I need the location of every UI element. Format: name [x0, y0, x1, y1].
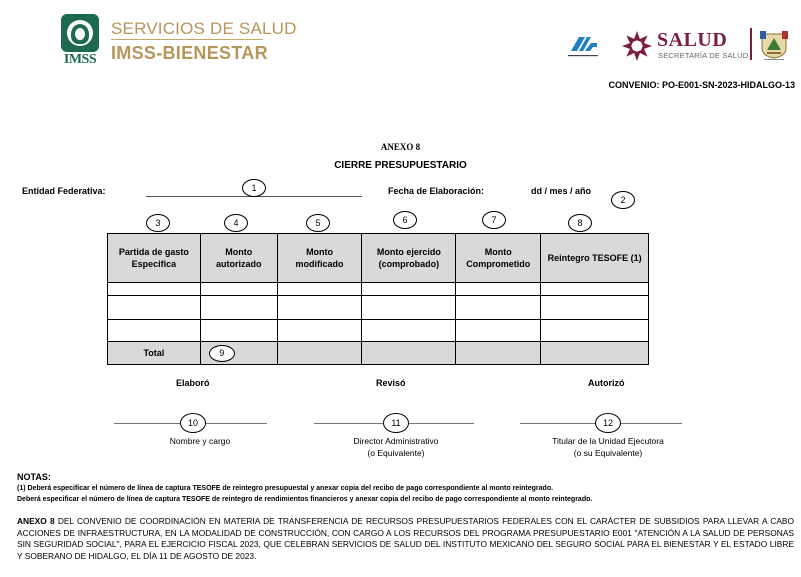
anexo-paragraph-lead: ANEXO 8	[17, 516, 55, 526]
note-1: (1) Deberá especificar el número de línea de captura TESOFE de reintegro presupuestal y anexar copia del recibo de pago correspondiente al monto reintegrado.	[17, 485, 554, 492]
imss-emblem-icon	[61, 14, 99, 52]
total-label: Total	[108, 342, 201, 365]
brand-divider	[111, 39, 263, 40]
table-cell[interactable]	[277, 296, 362, 320]
caption-line: Director Administrativo	[353, 436, 439, 446]
signature-caption-reviso	[326, 435, 466, 459]
total-monto-modificado[interactable]	[277, 342, 362, 365]
col-header-monto-ejercido: Monto ejercido (comprobado)	[362, 234, 456, 283]
hidalgo-coat-of-arms-icon	[758, 28, 790, 62]
total-reintegro-tesofe[interactable]	[541, 342, 649, 365]
marker-9: 9	[209, 345, 235, 362]
signature-caption-elaboro	[130, 435, 270, 447]
note-2: Deberá especificar el número de línea de captura TESOFE de reintegro de rendimientos financieros y anexar copia del recibo de pago correspondiente al monto reintegrado.	[17, 496, 593, 503]
marker-12: 12	[595, 413, 621, 433]
total-monto-comprometido[interactable]	[456, 342, 541, 365]
notes-heading: NOTAS:	[17, 472, 51, 482]
table-cell[interactable]	[200, 320, 277, 342]
table-row	[108, 296, 649, 320]
caption-line: (o Equivalente)	[367, 448, 425, 458]
marker-2: 2	[611, 191, 635, 209]
fecha-elaboracion-label: Fecha de Elaboración:	[388, 186, 485, 196]
table-cell[interactable]	[200, 283, 277, 296]
table-cell[interactable]	[541, 320, 649, 342]
table-cell[interactable]	[362, 283, 456, 296]
table-cell[interactable]	[541, 296, 649, 320]
table-cell[interactable]	[108, 283, 201, 296]
marker-6: 6	[393, 211, 417, 229]
entidad-federativa-label: Entidad Federativa:	[22, 186, 106, 196]
salud-star-icon	[621, 30, 653, 62]
signature-heading-reviso: Revisó	[376, 378, 406, 388]
total-monto-ejercido[interactable]	[362, 342, 456, 365]
servicios-salud-hidalgo-logo-icon	[565, 31, 601, 59]
table-cell[interactable]	[108, 296, 201, 320]
table-cell[interactable]	[362, 320, 456, 342]
caption-line: Titular de la Unidad Ejecutora	[552, 436, 664, 446]
col-header-monto-modificado: Monto modificado	[277, 234, 362, 283]
marker-7: 7	[482, 211, 506, 229]
col-header-monto-autorizado: Monto autorizado	[200, 234, 277, 283]
caption-line: Nombre y cargo	[169, 436, 231, 446]
brand-imss-bienestar: IMSS-BIENESTAR	[111, 43, 268, 63]
marker-10: 10	[180, 413, 206, 433]
table-total-row	[108, 342, 649, 365]
table-cell[interactable]	[362, 296, 456, 320]
table-cell[interactable]	[277, 283, 362, 296]
anexo-paragraph-text: DEL CONVENIO DE COORDINACIÓN EN MATERIA DE TRANSFERENCIA DE RECURSOS PRESUPUESTARIOS FEDERALES CON EL CARÁCTER DE SUBSIDIOS PARA LLEVAR A CABO ACCIONES DE INFRAESTRUCTURA, EN LA MODALIDAD DE CONSTRUCCIÓN, CON CARGO A LOS RECURSOS DEL PROGRAMA PRESUPUESTARIO E001 "ATENCIÓN A LA SALUD DE PERSONAS SIN SEGURIDAD SOCIAL", PARA EL EJERCICIO FISCAL 2023, QUE CELEBRAN SERVICIOS DE SALUD DEL INSTITUTO MEXICANO DEL SEGURO SOCIAL PARA EL BIENESTAR Y EL ESTADO LIBRE Y SOBERANO DE HIDALGO, EL DÍA 11 DE AGOSTO DE 2023.	[17, 516, 795, 561]
caption-line: (o su Equivalente)	[573, 448, 643, 458]
marker-11: 11	[383, 413, 409, 433]
convenio-number: CONVENIO: PO-E001-SN-2023-HIDALGO-13	[608, 80, 795, 90]
col-header-reintegro-tesofe: Reintegro TESOFE (1)	[541, 234, 649, 283]
marker-1: 1	[242, 179, 266, 197]
table-cell[interactable]	[277, 320, 362, 342]
signature-heading-autorizo: Autorizó	[588, 378, 625, 388]
marker-4: 4	[224, 214, 248, 232]
imss-logo-text: IMSS	[63, 52, 97, 67]
fecha-elaboracion-field[interactable]: dd / mes / año	[531, 186, 592, 196]
budget-closure-table	[107, 233, 649, 365]
document-title: CIERRE PRESUPUESTARIO	[334, 160, 467, 171]
header-separator	[750, 28, 752, 60]
table-header-row	[108, 234, 649, 283]
anexo-legal-paragraph	[17, 516, 794, 562]
col-header-monto-comprometido: Monto Comprometido	[456, 234, 541, 283]
secretaria-de-salud-text: SECRETARÍA DE SALUD	[658, 51, 749, 60]
anexo-heading: ANEXO 8	[380, 142, 421, 152]
marker-8: 8	[568, 214, 592, 232]
imss-logo	[59, 14, 101, 66]
table-cell[interactable]	[200, 296, 277, 320]
table-row	[108, 283, 649, 296]
table-cell[interactable]	[541, 283, 649, 296]
marker-3: 3	[146, 214, 170, 232]
table-row	[108, 320, 649, 342]
brand-servicios-de-salud: SERVICIOS DE SALUD	[111, 19, 297, 38]
table-cell[interactable]	[108, 320, 201, 342]
salud-wordmark: SALUD	[657, 29, 728, 51]
table-cell[interactable]	[456, 296, 541, 320]
table-cell[interactable]	[456, 320, 541, 342]
marker-5: 5	[306, 214, 330, 232]
total-monto-autorizado[interactable]	[200, 342, 277, 365]
signature-heading-elaboro: Elaboró	[176, 378, 210, 388]
signature-caption-autorizo	[528, 435, 688, 459]
col-header-partida: Partida de gasto Especifica	[108, 234, 201, 283]
table-cell[interactable]	[456, 283, 541, 296]
